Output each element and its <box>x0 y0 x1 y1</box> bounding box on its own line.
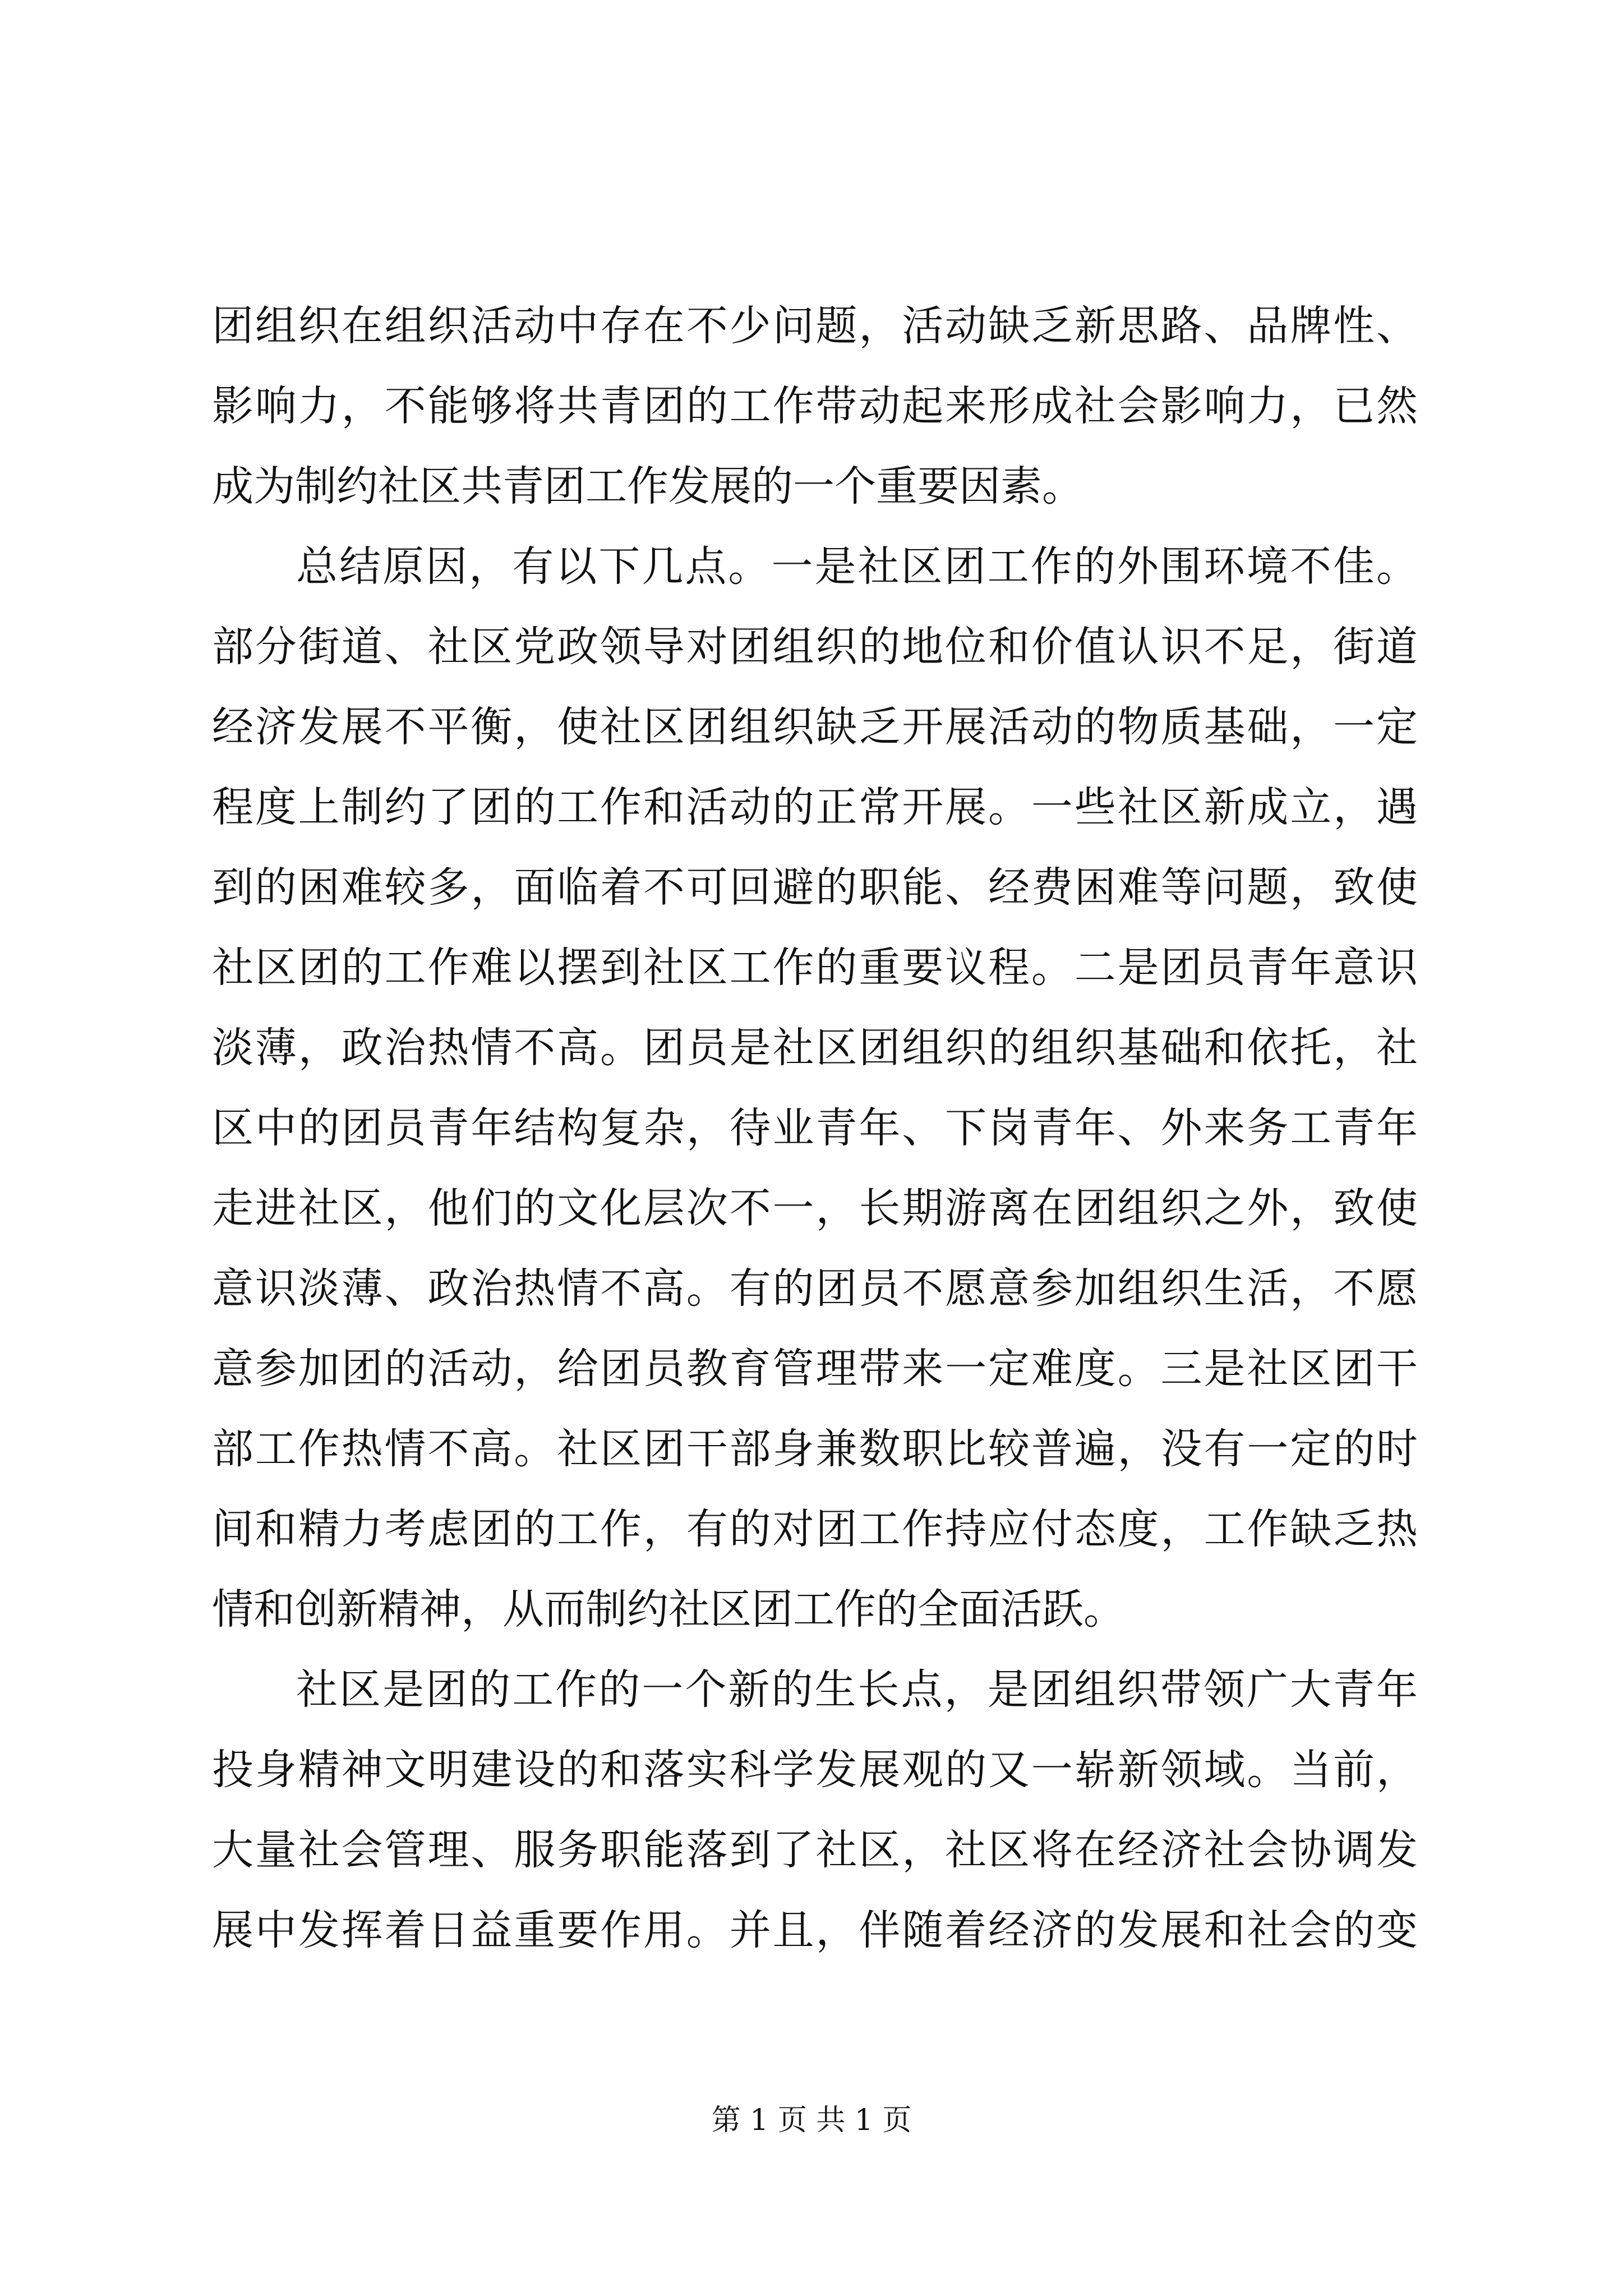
text-line: 程度上制约了团的工作和活动的正常开展。一些社区新成立，遇 <box>212 783 1418 831</box>
text-line: 成为制约社区共青团工作发展的一个重要因素。 <box>212 462 1083 510</box>
text-line: 部分街道、社区党政领导对团组织的地位和价值认识不足，街道 <box>212 623 1418 671</box>
text-line: 经济发展不平衡，使社区团组织缺乏开展活动的物质基础，一定 <box>212 703 1418 751</box>
text-line: 走进社区，他们的文化层次不一，长期游离在团组织之外，致使 <box>212 1184 1418 1232</box>
text-line: 区中的团员青年结构复杂，待业青年、下岗青年、外来务工青年 <box>212 1104 1418 1152</box>
text-line: 情和创新精神，从而制约社区团工作的全面活跃。 <box>212 1585 1125 1634</box>
text-line: 意参加团的活动，给团员教育管理带来一定难度。三是社区团干 <box>212 1345 1418 1393</box>
text-line: 部工作热情不高。社区团干部身兼数职比较普遍，没有一定的时 <box>212 1425 1418 1473</box>
paragraph-first-line: 总结原因，有以下几点。一是社区团工作的外围环境不佳。 <box>296 542 1418 591</box>
text-line: 影响力，不能够将共青团的工作带动起来形成社会影响力，已然 <box>212 382 1418 430</box>
text-line: 展中发挥着日益重要作用。并且，伴随着经济的发展和社会的变 <box>212 1906 1418 1954</box>
page-footer: 第 1 页 共 1 页 <box>711 2104 912 2137</box>
document-body <box>212 286 1418 1971</box>
text-line: 社区团的工作难以摆到社区工作的重要议程。二是团员青年意识 <box>212 944 1418 992</box>
text-line: 投身精神文明建设的和落实科学发展观的又一崭新领域。当前， <box>212 1746 1418 1794</box>
text-line: 大量社会管理、服务职能落到了社区，社区将在经济社会协调发 <box>212 1826 1418 1874</box>
text-line: 间和精力考虑团的工作，有的对团工作持应付态度，工作缺乏热 <box>212 1505 1418 1553</box>
text-line: 意识淡薄、政治热情不高。有的团员不愿意参加组织生活，不愿 <box>212 1264 1418 1313</box>
text-line: 到的困难较多，面临着不可回避的职能、经费困难等问题，致使 <box>212 863 1418 912</box>
text-line: 团组织在组织活动中存在不少问题，活动缺乏新思路、品牌性、 <box>212 302 1418 350</box>
paragraph-first-line: 社区是团的工作的一个新的生长点，是团组织带领广大青年 <box>296 1665 1418 1714</box>
text-line: 淡薄，政治热情不高。团员是社区团组织的组织基础和依托，社 <box>212 1024 1418 1072</box>
